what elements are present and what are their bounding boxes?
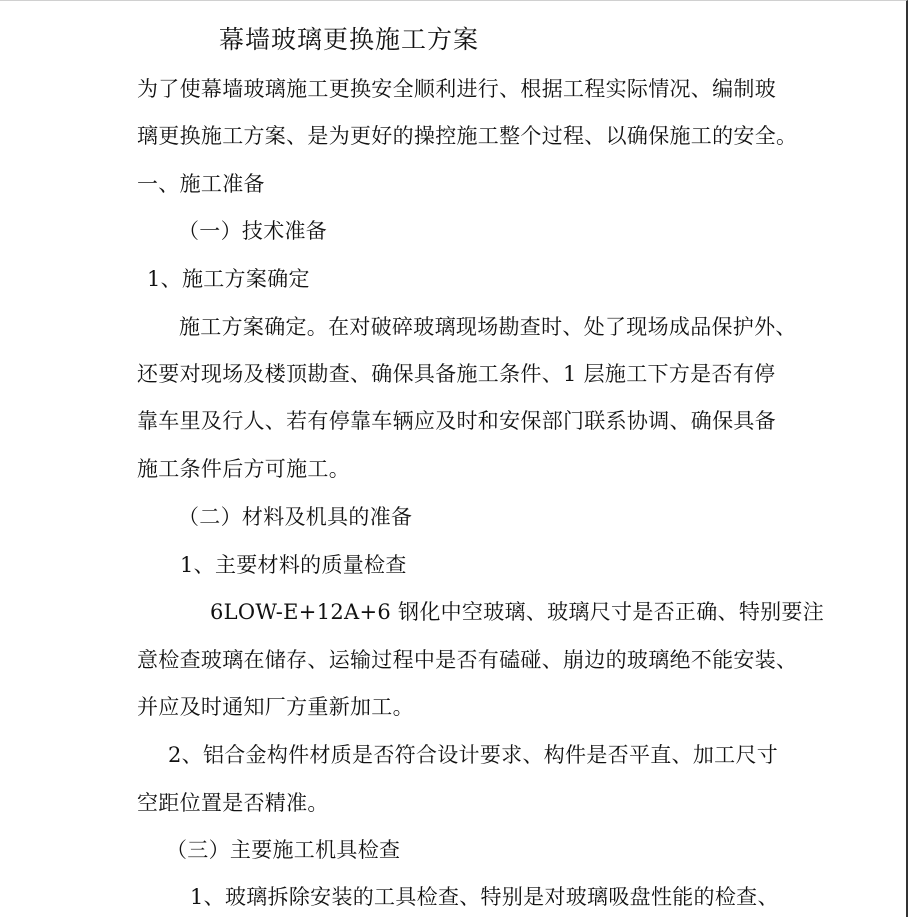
- paragraph-aluminum-line-2: 空距位置是否精准。: [137, 791, 329, 815]
- paragraph-intro-line-1: 为了使幕墙玻璃施工更换安全顺利进行、根据工程实际情况、编制玻: [137, 77, 776, 101]
- paragraph-material-line-2: 意检查玻璃在储存、运输过程中是否有磕碰、崩边的玻璃绝不能安装、: [137, 648, 798, 672]
- paragraph-plan-line-1: 施工方案确定。在对破碎玻璃现场勘查时、处了现场成品保护外、: [179, 315, 797, 339]
- paragraph-material-line-3: 并应及时通知厂方重新加工。: [137, 695, 414, 719]
- subsection-heading-2: （二）材料及机具的准备: [178, 505, 413, 529]
- document-title: 幕墙玻璃更换施工方案: [219, 25, 480, 54]
- paragraph-plan-line-3: 靠车里及行人、若有停靠车辆应及时和安保部门联系协调、确保具备: [137, 409, 776, 433]
- paragraph-aluminum-line-1: 2、铝合金构件材质是否符合设计要求、构件是否平直、加工尺寸: [168, 743, 779, 767]
- subsection-heading-3: （三）主要施工机具检查: [166, 838, 401, 862]
- paragraph-plan-line-4: 施工条件后方可施工。: [137, 457, 350, 481]
- paragraph-plan-line-2: 还要对现场及楼顶勘查、确保具备施工条件、1 层施工下方是否有停: [137, 362, 776, 386]
- item-heading-2-1: 1、主要材料的质量检查: [180, 553, 407, 577]
- item-heading-1-1: 1、施工方案确定: [147, 267, 310, 291]
- section-heading-1: 一、施工准备: [137, 172, 265, 196]
- paragraph-intro-line-2: 璃更换施工方案、是为更好的操控施工整个过程、以确保施工的安全。: [137, 124, 798, 148]
- item-heading-3-1: 1、玻璃拆除安装的工具检查、特别是对玻璃吸盘性能的检查、: [190, 885, 779, 909]
- subsection-heading-1: （一）技术准备: [178, 219, 328, 243]
- paragraph-material-line-1: 6LOW-E+12A+6 钢化中空玻璃、玻璃尺寸是否正确、特别要注: [210, 600, 825, 624]
